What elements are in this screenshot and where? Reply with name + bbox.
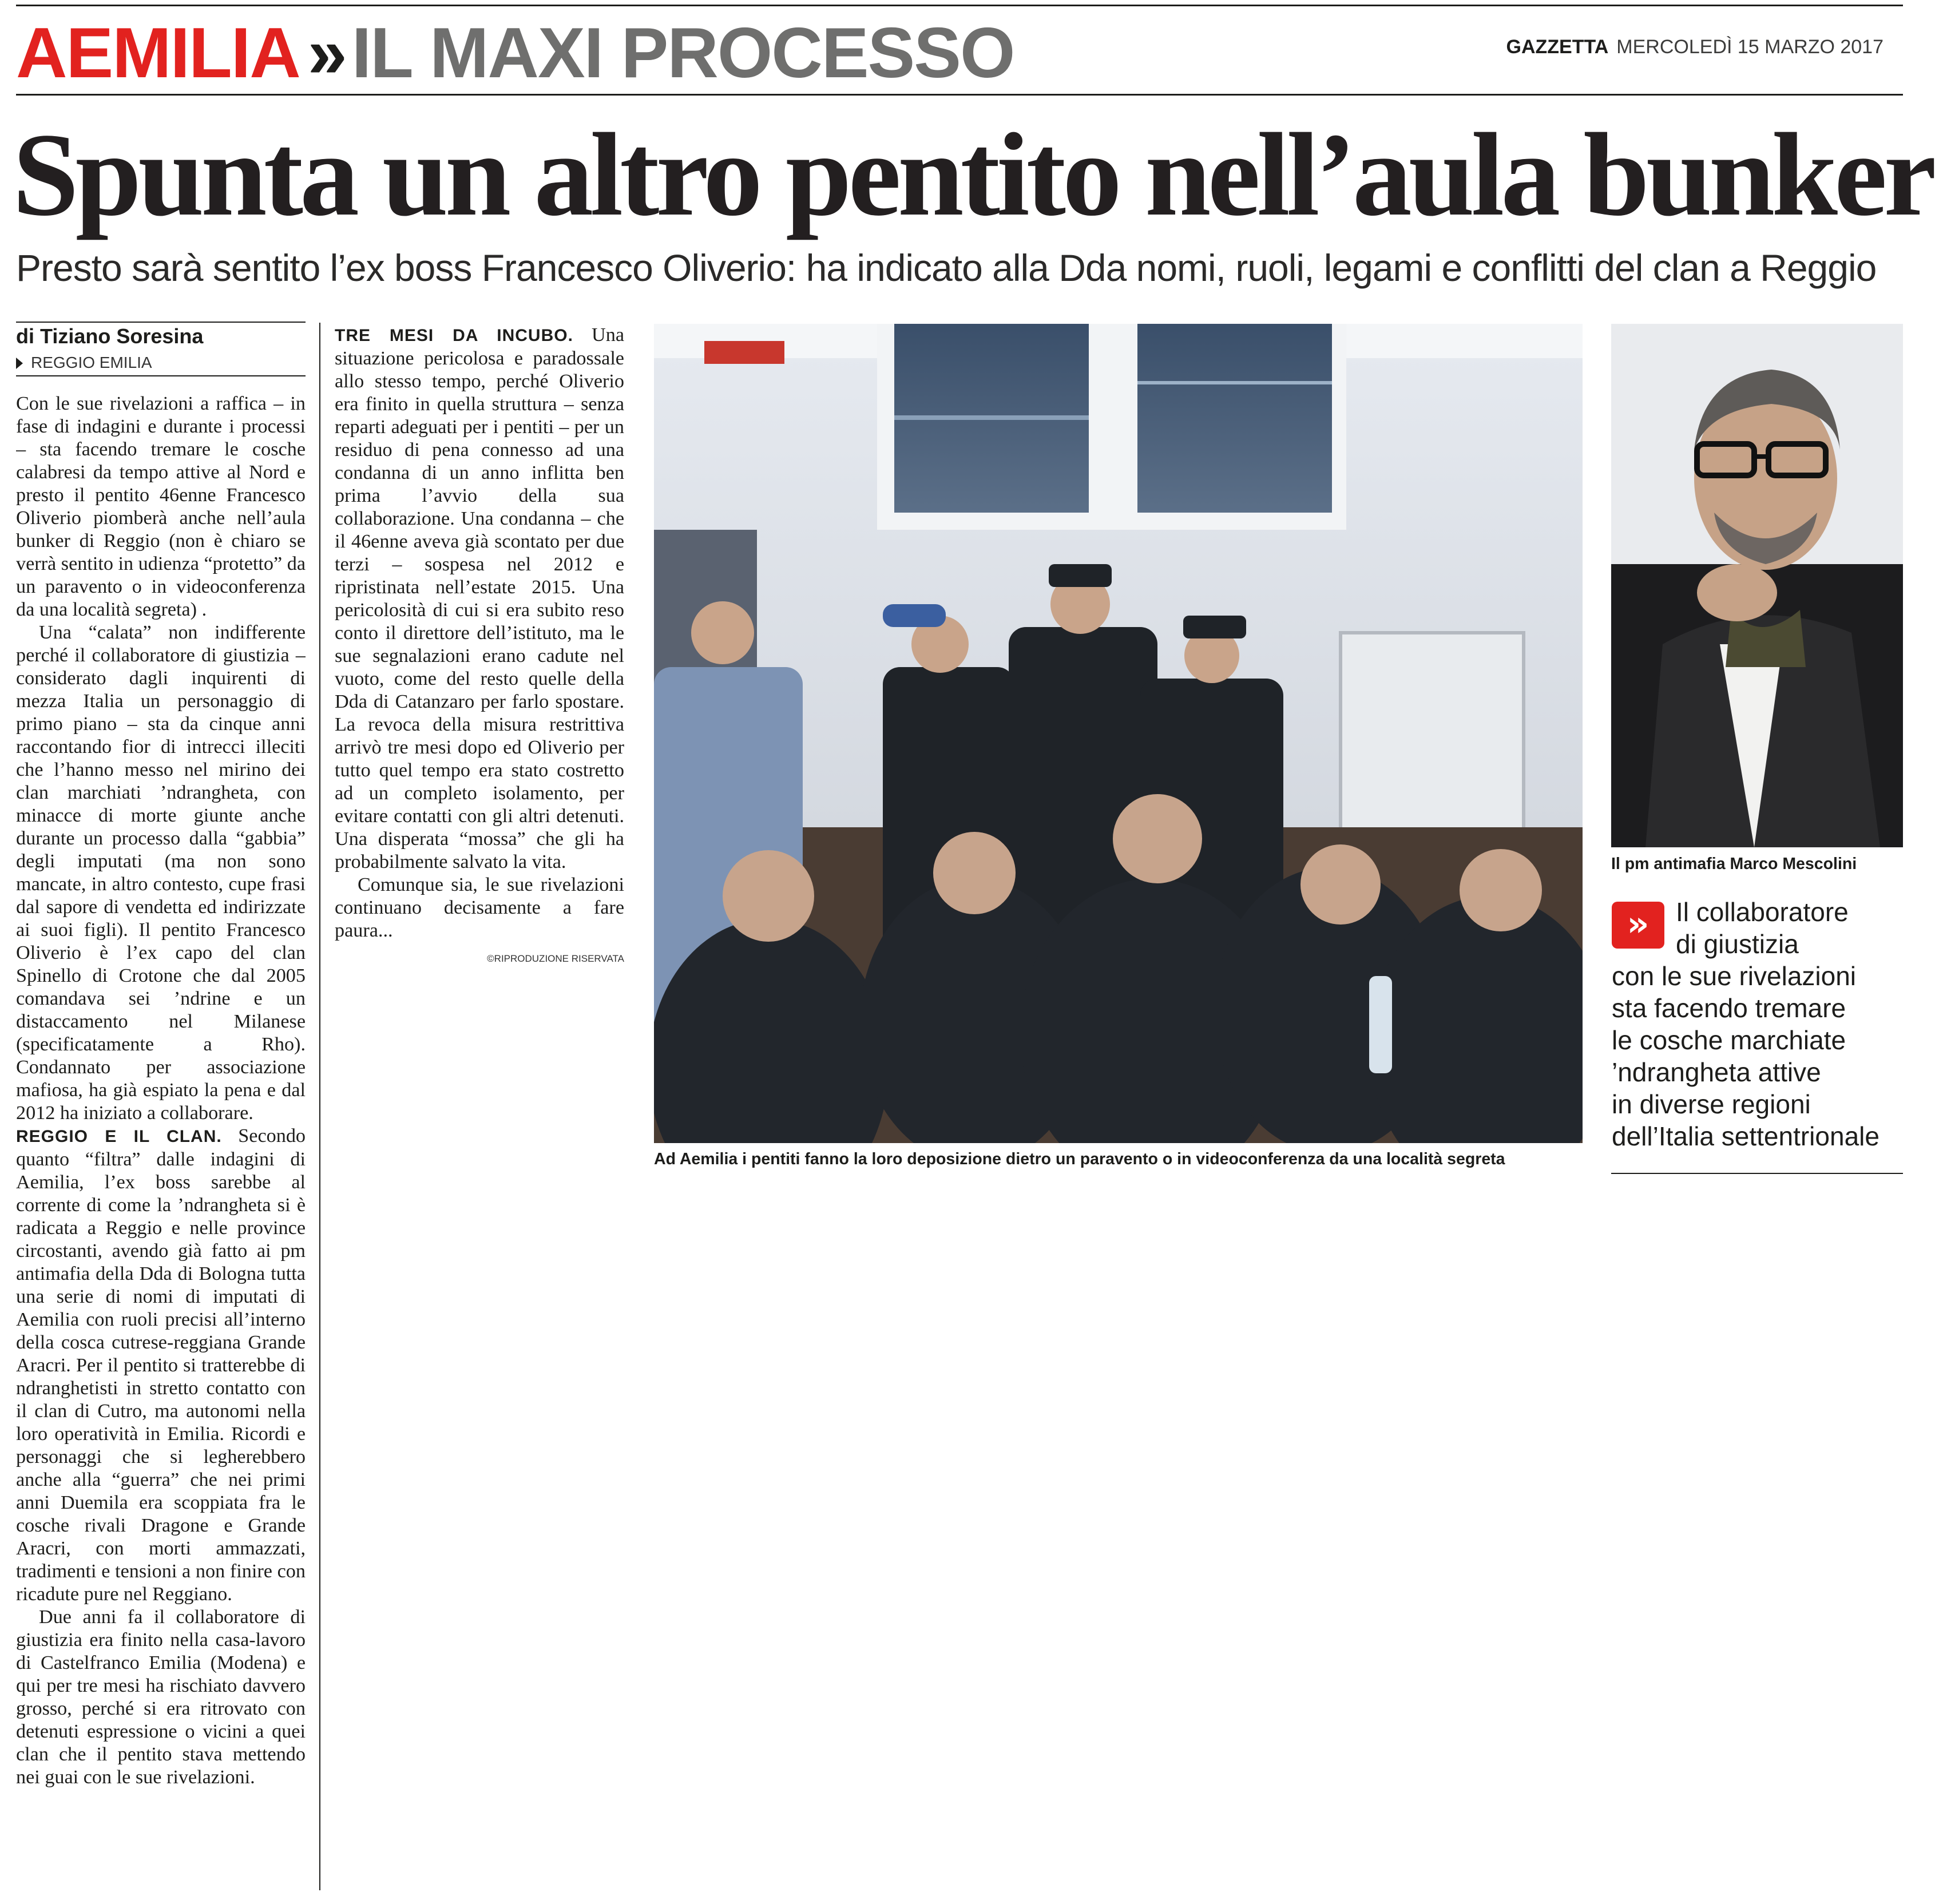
copyright-notice: ©RIPRODUZIONE RISERVATA: [487, 953, 624, 964]
pull-quote-line: ’ndrangheta attive: [1612, 1057, 1821, 1087]
article-paragraph-with-subhead: [16, 1125, 306, 1606]
article-text: Secondo quanto “filtra” dalle indagini di Aemilia, l’ex boss sarebbe al corrente di come la ’ndrangheta si è radicata a Reggio e nelle province circostanti, avendo già fatto ai pm antimafia della Dda di Bologna tutta una serie di nomi di imputati di Aemilia con ruoli precisi all’interno della cosca cutrese-reggiana Grande Aracri. Per il pentito si tratterebbe di ndranghetisti in stretto contatto con il clan di Cutro, ma autonomi nella loro operatività in Emilia. Ricordi e personaggi che si legherebbero anche alla “guerra” che nei primi anni Duemila era scoppiata fra le cosche rivali Dragone e Grande Aracri, con morti ammazzati, tradimenti e tensioni a non finire con ricadute pure nel Reggiano.: [16, 1125, 306, 1605]
headline: Spunta un altro pentito nell’aula bunker: [13, 109, 1933, 240]
author: di Tiziano Soresina: [16, 324, 204, 348]
pull-quote-line: in diverse regioni: [1612, 1089, 1811, 1119]
portrait-photo-illustration: [1611, 324, 1903, 847]
dateline: [16, 352, 152, 373]
article-paragraph: Una “calata” non indifferente perché il collaboratore di giustizia – considerato dagli inquirenti di mezza Italia un personaggio di primo piano – sta da cinque anni raccontando fior di intrecci illeciti che l’hanno messo nel mirino dei clan marchiati ’ndrangheta, con minacce di morte giunte anche durante un processo dalla “gabbia” degli imputati (ma non sono mancate, in altro contesto, cupe frasi dal sapore di vendetta ed indirizzate ai suoi figli). Il pentito Francesco Oliverio è l’ex capo del clan Spinello di Crotone che dal 2005 comandava sei ’ndrine e un distaccamento nel Milanese (specificatamente a Rho). Condannato per associazione mafiosa, ha già espiato la pena e dal 2012 ha iniziato a collaborare.: [16, 622, 306, 1124]
section-label: AEMILIA: [16, 14, 300, 93]
section-kicker: [16, 10, 1014, 96]
double-chevron-icon: »: [1612, 902, 1664, 949]
issue-date: MERCOLEDÌ 15 MARZO 2017: [1616, 36, 1884, 58]
article-paragraph: Due anni fa il collaboratore di giustizia era finito nella casa-lavoro di Castelfranco Emilia (Modena) e qui per tre mesi ha rischiato davvero grosso, perché si era ritrovato con detenuti espressione o vicini a quei clan che il pentito stava mettendo nei guai con le sue rivelazioni.: [16, 1606, 306, 1788]
kicker-separator: »: [307, 14, 346, 93]
courtroom-photo: [654, 324, 1583, 1143]
topic-label: IL MAXI PROCESSO: [351, 14, 1014, 93]
pull-quote: [1612, 896, 1909, 1152]
dateline-marker-icon: [16, 358, 23, 369]
byline-bottom-rule: [16, 375, 306, 376]
paper-name: GAZZETTA: [1506, 36, 1609, 58]
pull-quote-line: dell’Italia settentrionale: [1612, 1121, 1880, 1151]
article-paragraph: Comunque sia, le sue rivelazioni continuano decisamente a fare paura...: [335, 874, 624, 941]
main-photo-caption: Ad Aemilia i pentiti fanno la loro deposizione dietro un paravento o in videoconferenza da una località segreta: [654, 1150, 1505, 1168]
byline-top-rule: [16, 322, 306, 323]
courtroom-photo-illustration: [654, 324, 1583, 1143]
pull-quote-line: Il collaboratore: [1676, 897, 1849, 927]
dateline-place: REGGIO EMILIA: [31, 354, 152, 371]
section-subhead: TRE MESI DA INCUBO.: [335, 326, 573, 345]
article-column-1: [16, 392, 306, 1904]
article-paragraph-with-subhead: [335, 324, 624, 874]
article-text: Una situazione pericolosa e paradossale allo stesso tempo, perché Oliverio era finito in quella struttura – senza reparti adeguati per i pentiti – per un residuo di pena connesso ad una condanna di un anno inflitta ben prima l’avvio della sua collaborazione. Una condanna – che il 46enne aveva già scontato per due terzi – sospesa nel 2012 e ripristinata nell’estate 2015. Una pericolosità di cui si era subito reso conto il direttore dell’istituto, ma le sue segnalazioni erano cadute nel vuoto, come del resto quelle della Dda di Catanzaro per farlo spostare. La revoca della misura restrittiva arrivò tre mesi dopo ed Oliverio per tutto quel tempo era stato costretto ad un completo isolamento, per evitare contatti con gli altri detenuti. Una disperata “mossa” che gli ha probabilmente salvato la vita.: [335, 324, 624, 872]
article-column-2-text: [335, 324, 624, 965]
portrait-photo: [1611, 324, 1903, 847]
section-subhead: REGGIO E IL CLAN.: [16, 1127, 222, 1146]
portrait-caption: Il pm antimafia Marco Mescolini: [1611, 855, 1857, 873]
pull-quote-line: le cosche marchiate: [1612, 1025, 1846, 1055]
article-paragraph: Con le sue rivelazioni a raffica – in fase di indagini e durante i processi – sta facendo tremare le cosche calabresi da tempo attive al Nord e presto il pentito 46enne Francesco Oliverio piomberà anche nell’aula bunker di Reggio (non è chiaro se verrà sentito in udienza “protetto” da un paravento o in videoconferenza da una località segreta) .: [16, 393, 306, 620]
pull-quote-bottom-rule: [1611, 1173, 1903, 1174]
pull-quote-line: di giustizia: [1676, 929, 1799, 959]
top-rule: [16, 5, 1903, 6]
column-divider: [319, 323, 320, 1890]
pull-quote-line: con le sue rivelazioni: [1612, 961, 1857, 991]
pull-quote-line: sta facendo tremare: [1612, 993, 1846, 1023]
subheadline: Presto sarà sentito l’ex boss Francesco Oliverio: ha indicato alla Dda nomi, ruoli, legami e conflitti del clan a Reggio: [16, 247, 1877, 289]
masthead: [1506, 35, 1884, 58]
